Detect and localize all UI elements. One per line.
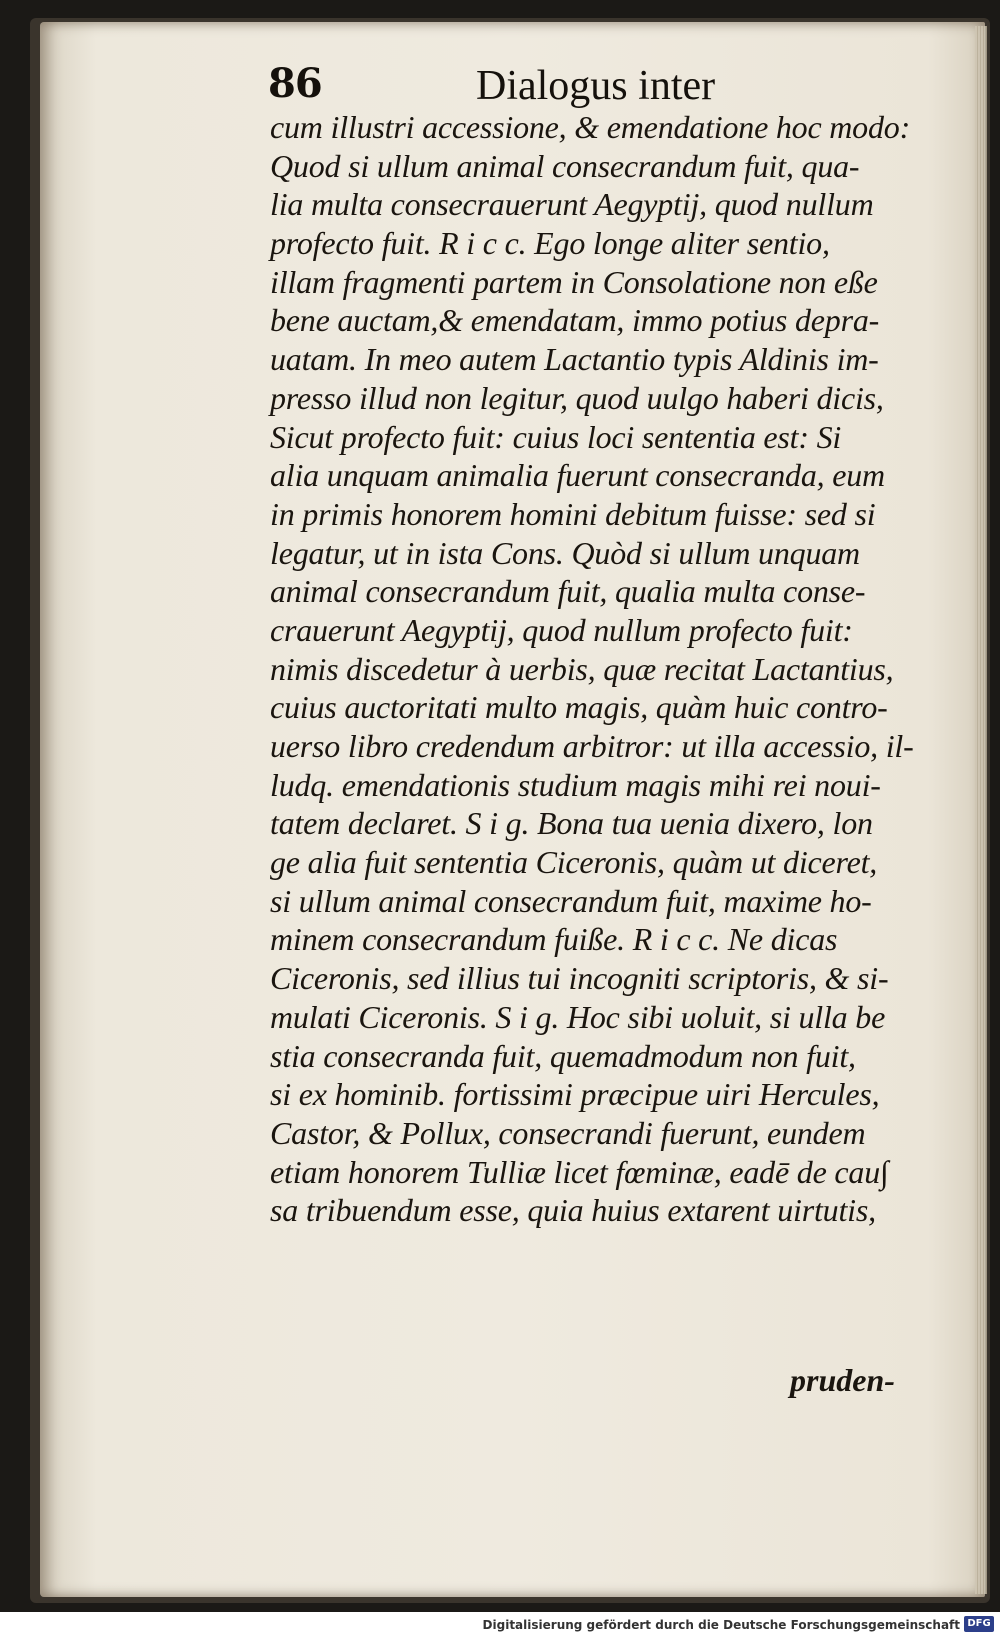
text-line: mulati Ciceronis. S i g. Hoc sibi uoluit, si ulla be <box>270 998 886 1035</box>
footer-credit: Digitalisierung gefördert durch die Deutsche Forschungsgemeinschaft <box>482 1618 960 1632</box>
text-line: profecto fuit. R i c c. Ego longe aliter sentio, <box>270 225 830 262</box>
text-line: si ullum animal consecrandum fuit, maxime ho- <box>270 882 872 919</box>
text-line: in primis honorem homini debitum fuisse: sed si <box>270 495 876 532</box>
text-line: cuius auctoritati multo magis, quàm huic contro- <box>270 689 888 726</box>
text-line: alia unquam animalia fuerunt consecranda, eum <box>270 457 885 494</box>
body-text <box>270 108 970 1230</box>
catchword: pruden- <box>790 1362 895 1398</box>
text-line: Sicut profecto fuit: cuius loci sententia est: Si <box>270 418 842 455</box>
text-line: Ciceronis, sed illius tui incogniti scriptoris, & si- <box>270 960 889 997</box>
text-line: stia consecranda fuit, quemadmodum non fuit, <box>270 1037 856 1074</box>
text-line: nimis discedetur à uerbis, quæ recitat Lactantius, <box>270 650 894 687</box>
text-line: lia multa consecrauerunt Aegyptij, quod nullum <box>270 186 874 223</box>
dfg-logo: DFG <box>964 1616 994 1632</box>
text-line: animal consecrandum fuit, qualia multa conse- <box>270 573 866 610</box>
text-line: minem consecrandum fuiße. R i c c. Ne dicas <box>270 921 838 958</box>
text-line: sa tribuendum esse, quia huius extarent uirtutis, <box>270 1192 876 1229</box>
text-line: ludq. emendationis studium magis mihi rei noui- <box>270 766 881 803</box>
text-line: tatem declaret. S i g. Bona tua uenia dixero, lon <box>270 805 873 842</box>
text-line: etiam honorem Tulliæ licet fœminæ, eadē de cau∫ <box>270 1153 889 1190</box>
text-line: uatam. In meo autem Lactantio typis Aldinis im- <box>270 341 879 378</box>
text-line: presso illud non legitur, quod uulgo haberi dicis, <box>270 379 884 416</box>
text-line: cum illustri accessione, & emendatione hoc modo: <box>270 109 911 145</box>
text-line: ge alia fuit sententia Ciceronis, quàm ut diceret, <box>270 844 878 881</box>
page-edge <box>975 26 987 1594</box>
text-line: Quod si ullum animal consecrandum fuit, qua- <box>270 147 860 184</box>
text-line: si ex hominib. fortissimi præcipue uiri Hercules, <box>270 1076 880 1113</box>
page-header <box>268 60 808 110</box>
text-line: bene auctam,& emendatam, immo potius depra- <box>270 302 880 339</box>
page-number: 86 <box>268 60 322 107</box>
text-line: legatur, ut in ista Cons. Quòd si ullum unquam <box>270 534 860 571</box>
text-line: illam fragmenti partem in Consolatione non eße <box>270 263 878 300</box>
text-line: Castor, & Pollux, consecrandi fuerunt, eundem <box>270 1114 866 1151</box>
running-head: Dialogus inter <box>476 63 716 109</box>
text-line: crauerunt Aegyptij, quod nullum profecto fuit: <box>270 611 853 648</box>
text-line: uerso libro credendum arbitror: ut illa accessio, il- <box>270 728 914 764</box>
